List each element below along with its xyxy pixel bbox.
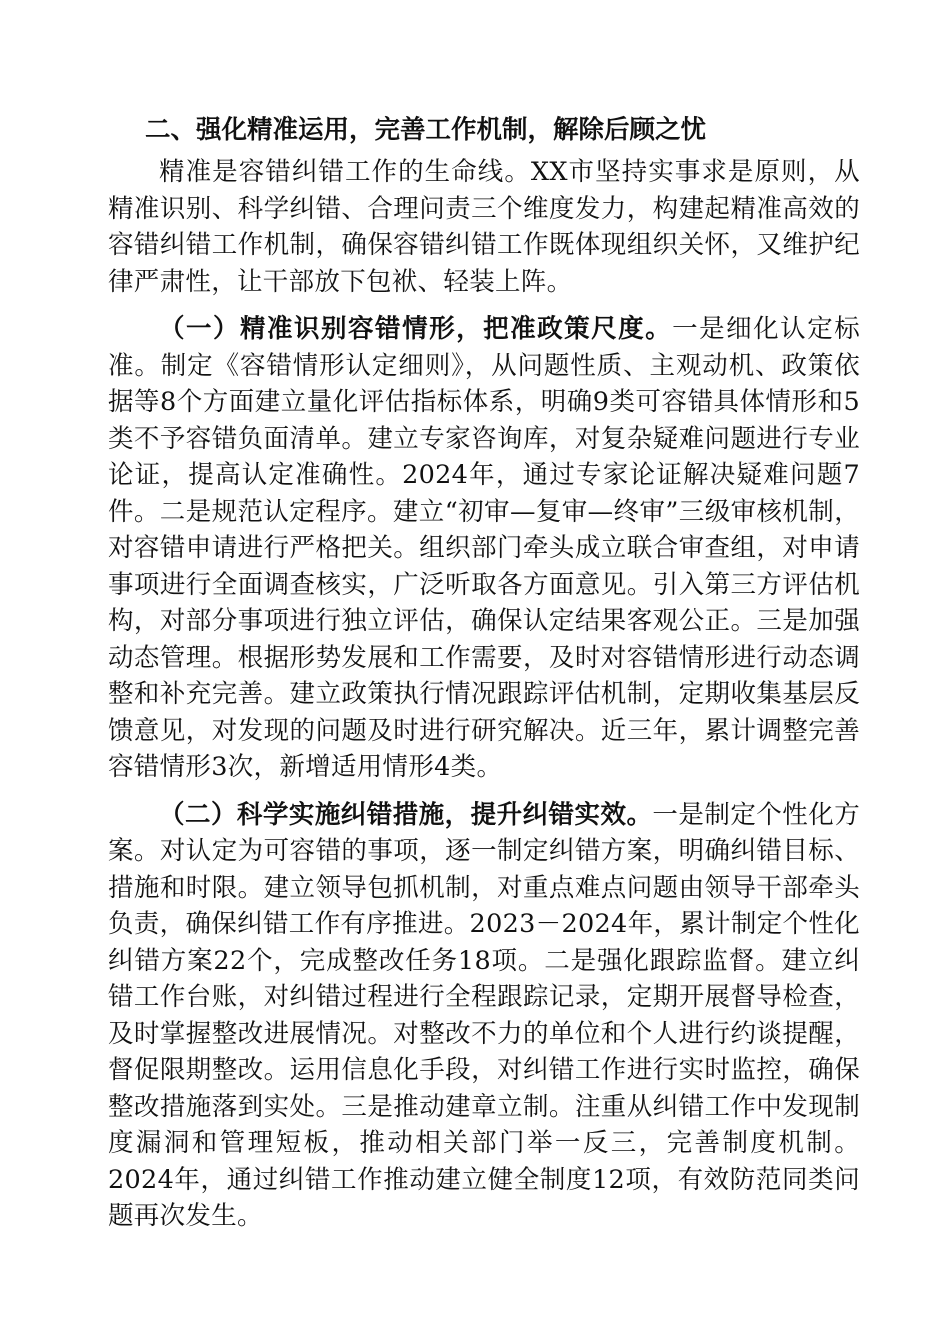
subsection-1-paragraph [108, 311, 860, 786]
subsection-1-body: 一是细化认定标准。制定《容错情形认定细则》，从问题性质、主观动机、政策依据等8个方面建立量化评估指标体系，明确9类可容错具体情形和5类不予容错负面清单。建立专家咨询库，对复杂疑难问题进行专业论证，提高认定准确性。2024年，通过专家论证解决疑难问题7件。二是规范认定程序。建立“初审—复审—终审”三级审核机制，对容错申请进行严格把关。组织部门牵头成立联合审查组，对申请事项进行全面调查核实，广泛听取各方面意见。引入第三方评估机构，对部分事项进行独立评估，确保认定结果客观公正。三是加强动态管理。根据形势发展和工作需要，及时对容错情形进行动态调整和补充完善。建立政策执行情况跟踪评估机制，定期收集基层反馈意见，对发现的问题及时进行研究解决。近三年，累计调整完善容错情形3次，新增适用情形4类。 [108, 314, 861, 782]
intro-paragraph: 精准是容错纠错工作的生命线。XX市坚持实事求是原则，从精准识别、科学纠错、合理问责三个维度发力，构建起精准高效的容错纠错工作机制，确保容错纠错工作既体现组织关怀，又维护纪律严肃性，让干部放下包袱、轻装上阵。 [108, 157, 860, 297]
subsection-2-paragraph [108, 797, 860, 1235]
document-page [108, 112, 860, 1246]
subsection-1-title: （一）精准识别容错情形，把准政策尺度。 [159, 314, 673, 344]
section-heading: 二、强化精准运用，完善工作机制，解除后顾之忧 [145, 115, 707, 145]
subsection-2-title: （二）科学实施纠错措施，提升纠错实效。 [159, 799, 653, 830]
subsection-2-body: 一是制定个性化方案。对认定为可容错的事项，逐一制定纠错方案，明确纠错目标、措施和时限。建立领导包抓机制，对重点难点问题由领导干部牵头负责，确保纠错工作有序推进。2023－2024年，累计制定个性化纠错方案22个，完成整改任务18项。二是强化跟踪监督。建立纠错工作台账，对纠错过程进行全程跟踪记录，定期开展督导检查，及时掌握整改进展情况。对整改不力的单位和个人进行约谈提醒，督促限期整改。运用信息化手段，对纠错工作进行实时监控，确保整改措施落到实处。三是推动建章立制。注重从纠错工作中发现制度漏洞和管理短板，推动相关部门举一反三，完善制度机制。2024年，通过纠错工作推动建立健全制度12项，有效防范同类问题再次发生。 [108, 799, 861, 1231]
